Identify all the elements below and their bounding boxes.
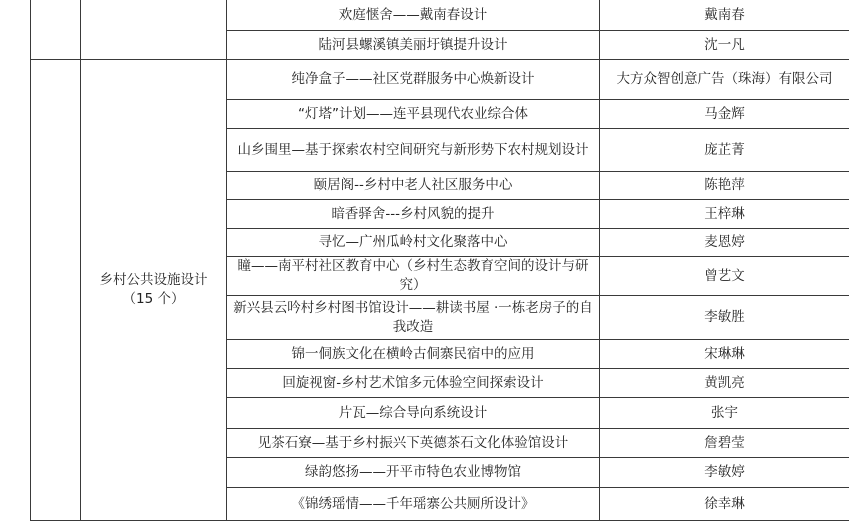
project-title: 锦一侗族文化在横岭古侗寨民宿中的应用 [227, 340, 600, 369]
category-cell [81, 0, 227, 60]
category-cell [81, 60, 227, 521]
author-name: 黄凯亮 [600, 369, 849, 398]
author-name: 李敏婷 [600, 458, 849, 488]
project-title: 欢庭惬舍——戴南春设计 [227, 0, 600, 31]
blank-cell [31, 60, 81, 521]
project-title: 《锦绣瑶情——千年瑶寨公共厕所设计》 [227, 488, 600, 521]
table-row [31, 0, 849, 31]
awards-table [30, 0, 849, 521]
category-count: （15 个） [85, 290, 222, 309]
author-name: 詹碧莹 [600, 429, 849, 458]
author-name: 沈一凡 [600, 31, 849, 60]
author-name: 徐幸琳 [600, 488, 849, 521]
author-name: 戴南春 [600, 0, 849, 31]
project-title: 片瓦—综合导向系统设计 [227, 398, 600, 429]
author-name: 王梓琳 [600, 200, 849, 229]
awards-table-frame [30, 0, 849, 520]
blank-cell [31, 0, 81, 60]
project-title: 颐居阁--乡村中老人社区服务中心 [227, 172, 600, 200]
category-name: 乡村公共设施设计 [85, 271, 222, 290]
project-title: 新兴县云吟村乡村图书馆设计——耕读书屋 ·一栋老房子的自我改造 [227, 296, 600, 340]
project-title: “灯塔”计划——连平县现代农业综合体 [227, 100, 600, 129]
project-title: 瞳——南平村社区教育中心（乡村生态教育空间的设计与研究） [227, 257, 600, 296]
author-name: 大方众智创意广告（珠海）有限公司 [600, 60, 849, 100]
project-title: 陆河县螺溪镇美丽圩镇提升设计 [227, 31, 600, 60]
project-title: 寻忆—广州瓜岭村文化聚落中心 [227, 229, 600, 257]
author-name: 李敏胜 [600, 296, 849, 340]
author-name: 马金辉 [600, 100, 849, 129]
project-title: 绿韵悠扬——开平市特色农业博物馆 [227, 458, 600, 488]
project-title: 暗香驿舍---乡村风貌的提升 [227, 200, 600, 229]
author-name: 陈艳萍 [600, 172, 849, 200]
author-name: 庞芷菁 [600, 129, 849, 172]
project-title: 山乡围里—基于探索农村空间研究与新形势下农村规划设计 [227, 129, 600, 172]
project-title: 回旋视窗-乡村艺术馆多元体验空间探索设计 [227, 369, 600, 398]
project-title: 纯净盒子——社区党群服务中心焕新设计 [227, 60, 600, 100]
author-name: 麦恩婷 [600, 229, 849, 257]
table-row [31, 60, 849, 100]
project-title: 见茶石寮—基于乡村振兴下英德茶石文化体验馆设计 [227, 429, 600, 458]
author-name: 宋琳琳 [600, 340, 849, 369]
author-name: 曾艺文 [600, 257, 849, 296]
author-name: 张宇 [600, 398, 849, 429]
